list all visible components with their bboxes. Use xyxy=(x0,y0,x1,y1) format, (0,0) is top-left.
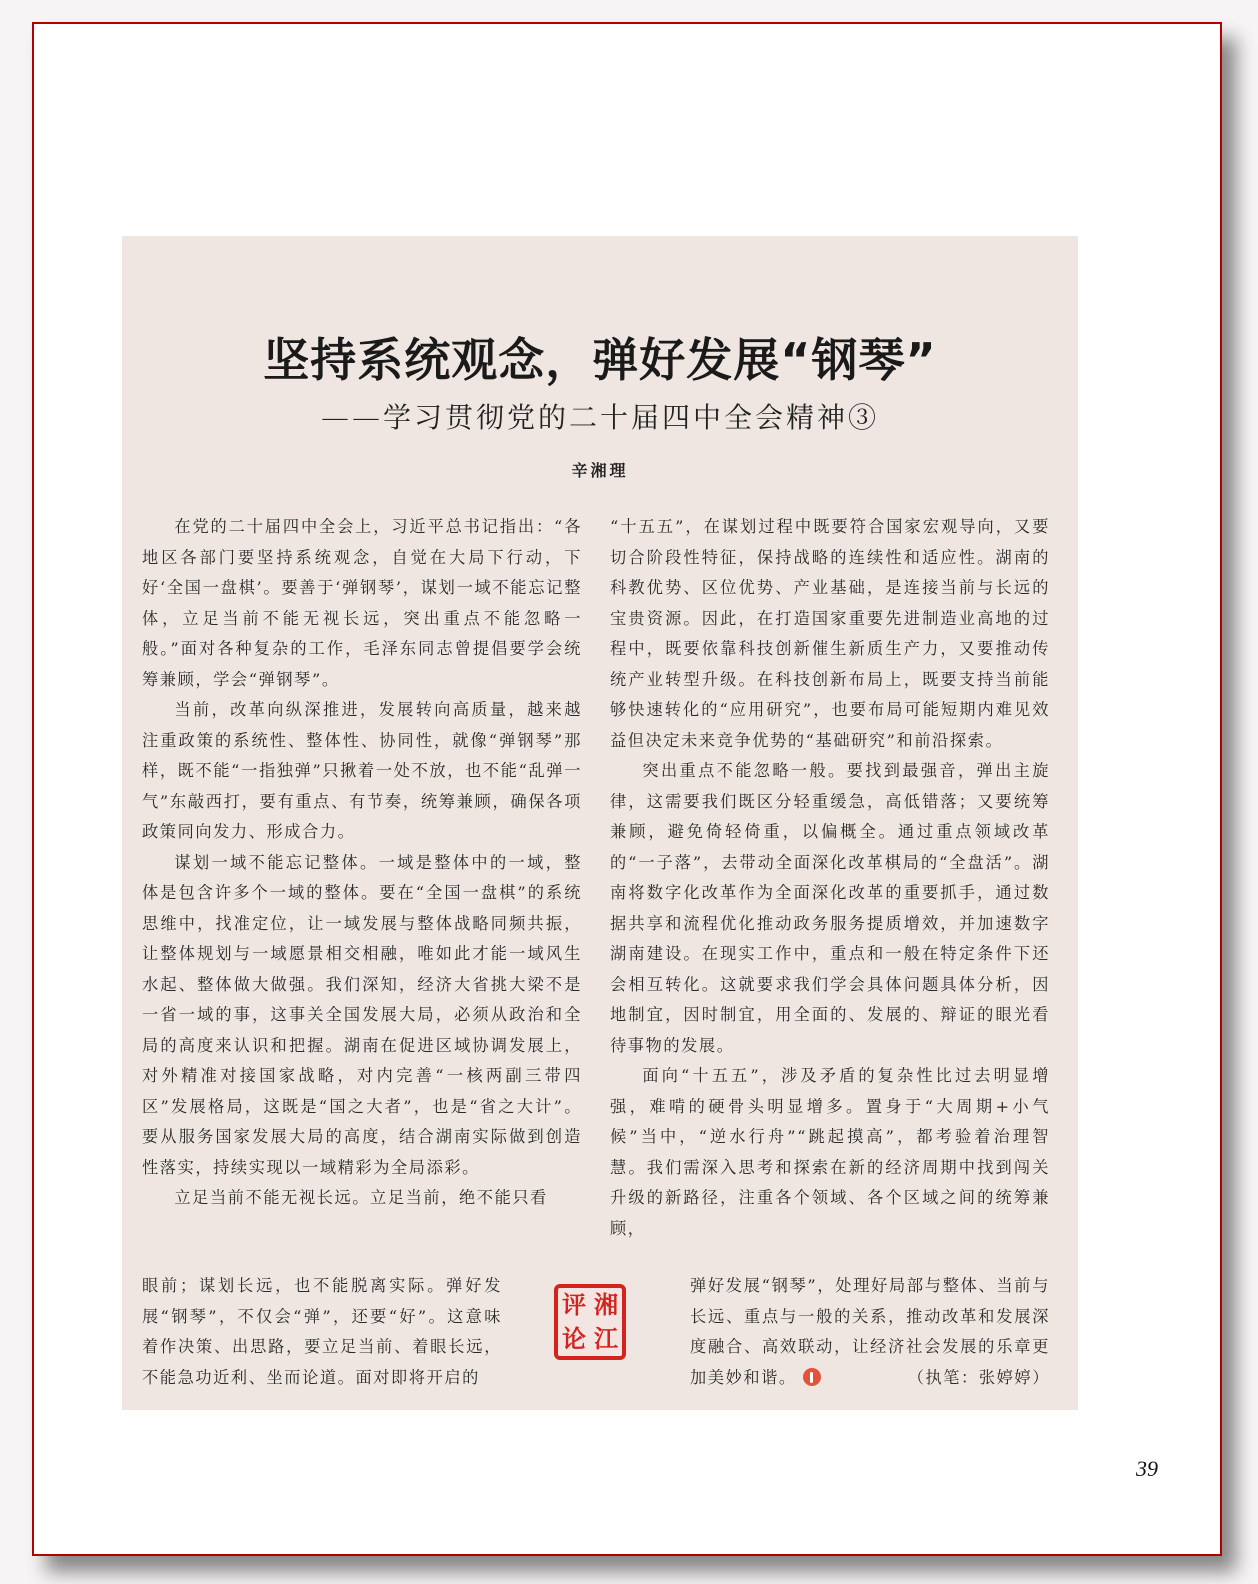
article-panel xyxy=(122,236,1078,1410)
paragraph: 突出重点不能忽略一般。要找到最强音，弹出主旋律，这需要我们既区分轻重缓急，高低错落；又要统筹兼顾，避免倚轻倚重，以偏概全。通过重点领域改革的“一子落”，去带动全面深化改革棋局的“全盘活”。湖南将数字化改革作为全面深化改革的重要抓手，通过数据共享和流程优化推动政务服务提质增效，并加速数字湖南建设。在现实工作中，重点和一般在特定条件下还会相互转化。这就要求我们学会具体问题具体分析，因地制宜，因时制宜，用全面的、发展的、辩证的眼光看待事物的发展。 xyxy=(610,761,1050,1055)
magazine-page xyxy=(32,22,1222,1556)
paragraph: “十五五”，在谋划过程中既要符合国家宏观导向，又要切合阶段性特征，保持战略的连续性和适应性。湖南的科教优势、区位优势、产业基础，是连接当前与长远的宝贵资源。因此，在打造国家重要先进制造业高地的过程中，既要依靠科技创新催生新质生产力，又要推动传统产业转型升级。在科技创新布局上，既要支持当前能够快速转化的“应用研究”，也要布局可能短期内难见效益但决定未来竞争优势的“基础研究”和前沿探索。 xyxy=(610,517,1050,750)
right-column xyxy=(610,512,1050,1244)
column-seal-icon xyxy=(554,1284,626,1360)
seal-char: 论 xyxy=(562,1325,586,1353)
left-column xyxy=(142,512,582,1214)
right-column-tail xyxy=(690,1271,1050,1393)
end-of-article-icon xyxy=(803,1368,821,1386)
paragraph: 在党的二十届四中全会上，习近平总书记指出：“各地区各部门要坚持系统观念，自觉在大局下行动，下好‘全国一盘棋’。要善于‘弹钢琴’，谋划一域不能忘记整体，立足当前不能无视长远，突出重点不能忽略一般。”面对各种复杂的工作，毛泽东同志曾提倡要学会统筹兼顾，学会“弹钢琴”。 xyxy=(142,517,582,689)
seal-char: 评 xyxy=(562,1291,586,1319)
article-author: 辛湘理 xyxy=(571,461,629,480)
paragraph: 面向“十五五”，涉及矛盾的复杂性比过去明显增强，难啃的硬骨头明显增多。置身于“大周期+小气候”当中，“逆水行舟”“跳起摸高”，都考验着治理智慧。我们需深入思考和探索在新的经济周期中找到闯关升级的新路径，注重各个领域、各个区域之间的统筹兼顾， xyxy=(610,1066,1050,1238)
paragraph: 立足当前不能无视长远。立足当前，绝不能只看 xyxy=(174,1188,548,1207)
article-subtitle: ——学习贯彻党的二十届四中全会精神③ xyxy=(320,401,879,434)
seal-char: 江 xyxy=(594,1325,618,1353)
paragraph: 谋划一域不能忘记整体。一域是整体中的一域，整体是包含许多个一域的整体。要在“全国一盘棋”的系统思维中，找准定位，让一域发展与整体战略同频共振，让整体规划与一域愿景相交相融，唯如此才能一域风生水起、整体做大做强。我们深知，经济大省挑大梁不是一省一域的事，这事关全国发展大局，必须从政治和全局的高度来认识和把握。湖南在促进区域协调发展上，对外精准对接国家战略，对内完善“一核两副三带四区”发展格局，这既是“国之大者”，也是“省之大计”。要从服务国家发展大局的高度，结合湖南实际做到创造性落实，持续实现以一域精彩为全局添彩。 xyxy=(142,852,582,1177)
seal-char: 湘 xyxy=(594,1291,618,1319)
closing-text: 弹好发展“钢琴”，处理好局部与整体、当前与长远、重点与一般的关系，推动改革和发展深度融合、高效联动，让经济社会发展的乐章更加美妙和谐。 xyxy=(690,1276,1050,1387)
article-title: 坚持系统观念，弹好发展“钢琴” xyxy=(263,333,937,387)
page-number: 39 xyxy=(1136,1456,1158,1481)
left-column-tail: 眼前；谋划长远，也不能脱离实际。弹好发展“钢琴”，不仅会“弹”，还要“好”。这意味着作决策、出思路，要立足当前、着眼长远，不能急功近利、坐而论道。面对即将开启的 xyxy=(142,1276,502,1387)
byline: （执笔：张婷婷） xyxy=(907,1367,1050,1387)
paragraph: 当前，改革向纵深推进，发展转向高质量，越来越注重政策的系统性、整体性、协同性，就像“弹钢琴”那样，既不能“一指独弹”只揪着一处不放，也不能“乱弹一气”东敲西打，要有重点、有节奏，统筹兼顾，确保各项政策同向发力、形成合力。 xyxy=(142,700,582,841)
